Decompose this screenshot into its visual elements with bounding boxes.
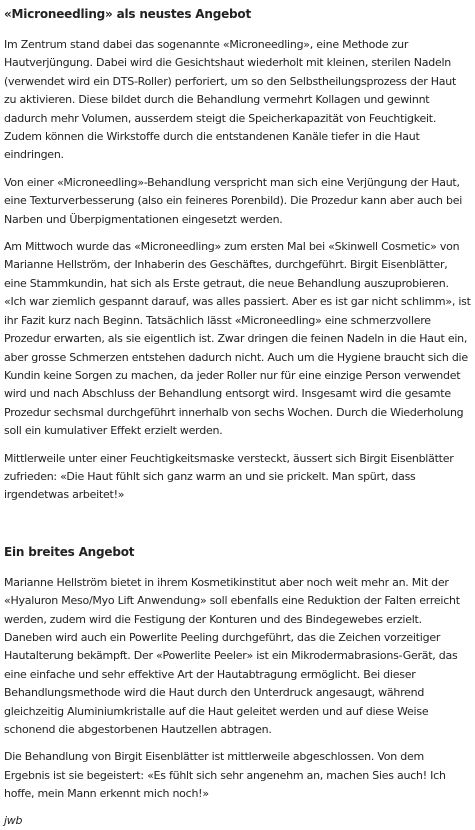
paragraph: Von einer «Microneedling»-Behandlung verspricht man sich eine Verjüngung der Haut, eine Texturverbesserung (also ein feineres Porenbild). Die Prozedur kann aber auch bei Narben und Überpigmentationen eingesetzt werden. bbox=[4, 175, 463, 226]
section-heading-microneedling: «Microneedling» als neustes Angebot bbox=[4, 7, 252, 21]
paragraph: Marianne Hellström bietet in ihrem Kosmetikinstitut aber noch weit mehr an. Mit der «Hyaluron Meso/Myo Lift Anwendung» soll ebenfalls eine Reduktion der Falten erreicht werden, zudem wird die Festigung der Konturen und des Bindegewebes erzielt. Daneben wird auch ein Powerlite Peeling durchgeführt, das die Zeichen vorzeitiger Hautalterung bekämpft. Der «Powerlite Peeler» ist ein Mikrodermabrasions-Gerät, das eine einfache und sehr effektive Art der Hautabtragung ermöglicht. Bei dieser Behandlungsmethode wird die Haut durch den Unterdruck angesaugt, während gleichzeitig Aluminiumkristalle auf die Haut geleitet werden und auf diese Weise schonend die abgestorbenen Hautzellen abtragen. bbox=[4, 575, 460, 736]
section-heading-breites-angebot: Ein breites Angebot bbox=[4, 544, 135, 559]
paragraph: Die Behandlung von Birgit Eisenblätter ist mittlerweile abgeschlossen. Von dem Ergebnis ist sie begeistert: «Es fühlt sich sehr angenehm an, machen Sies auch! Ich hoffe, mein Mann erkennt mich noch!» bbox=[4, 750, 446, 801]
paragraph: Mittlerweile unter einer Feuchtigkeitsmaske versteckt, äussert sich Birgit Eisenblätter zufrieden: «Die Haut fühlt sich ganz warm an und sie prickelt. Man spürt, dass irgendetwas arbeitet!» bbox=[4, 451, 454, 502]
author-initials: jwb bbox=[4, 813, 23, 827]
paragraph: Am Mittwoch wurde das «Microneedling» zum ersten Mal bei «Skinwell Cosmetic» von Marianne Hellström, der Inhaberin des Geschäftes, durchgeführt. Birgit Eisenblätter, eine Stammkundin, hat sich als Erste getraut, die neue Behandlung auszuprobieren. «Ich war ziemlich gespannt darauf, was alles passiert. Aber es ist gar nicht schlimm», ist ihr Fazit kurz nach Beginn. Tatsächlich lässt «Microneedling» eine schmerzvollere Prozedur erwarten, als sie eigentlich ist. Zwar dringen die feinen Nadeln in die Haut ein, aber grosse Schmerzen entstehen dadurch nicht. Auch um die Hygiene braucht sich die Kundin keine Sorgen zu machen, da jeder Roller nur für eine einzige Person verwendet wird und nach Abschluss der Behandlung entsorgt wird. Insgesamt wird die gesamte Prozedur sechsmal durchgeführt innerhalb von sechs Wochen. Durch die Wiederholung soll ein kumulativer Effekt erzielt werden. bbox=[4, 240, 471, 438]
paragraph: Im Zentrum stand dabei das sogenannte «Microneedling», eine Methode zur Hautverjüngung. Dabei wird die Gesichtshaut wiederholt mit kleinen, sterilen Nadeln (verwendet wird ein DTS-Roller) perforiert, um so den Selbstheilungsprozess der Haut zu aktivieren. Diese bildet durch die Behandlung vermehrt Kollagen und gewinnt dadurch mehr Volumen, ausserdem steigt die Speicherkapazität von Feuchtigkeit. Zudem können die Wirkstoffe durch die entstandenen Kanäle tiefer in die Haut eindringen. bbox=[4, 38, 457, 162]
